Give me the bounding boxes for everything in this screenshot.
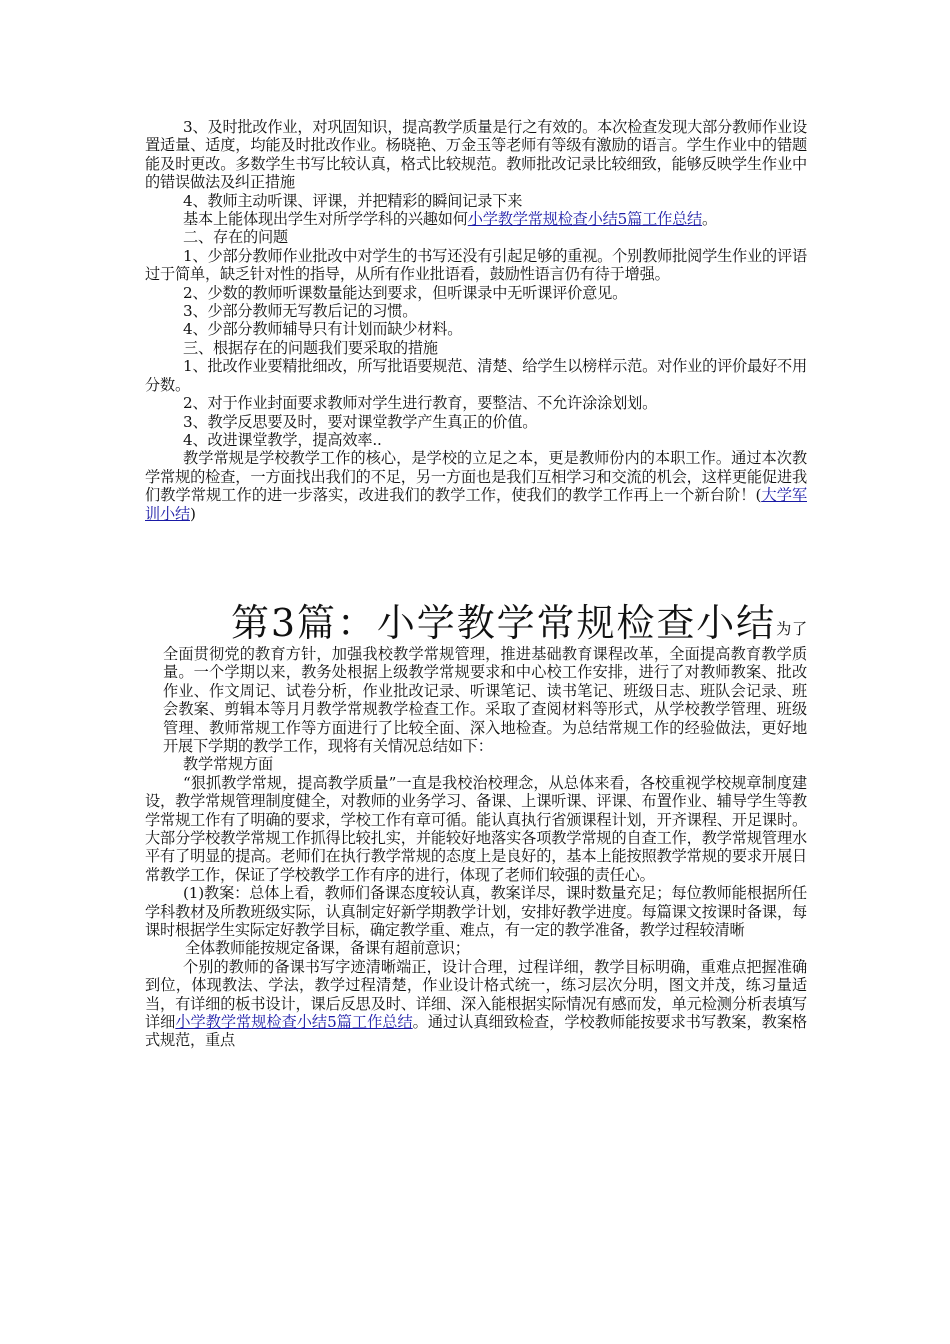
- interest-end: 。: [702, 210, 718, 229]
- paragraph-lesson-observation: 4、教师主动听课、评课，并把精彩的瞬间记录下来: [183, 191, 523, 210]
- measure-1: 1、批改作业要精批细改，所写批语要规范、清楚、给学生以榜样示范。对作业的评价最好不用分数。: [145, 357, 807, 394]
- paragraph-routine-overview: “狠抓教学常规，提高教学质量”一直是我校治校理念，从总体来看，各校重视学校规章制度建设，教学常规管理制度健全，对教师的业务学习、备课、上课听课、评课、布置作业、辅导学生等教学常规工作有了明确的要求，学校工作有章可循。能认真执行省颁课程计划，开齐课程、开足课时。大部分学校教学常规工作抓得比较扎实，并能较好地落实各项教学常规的自查工作，教学常规管理水平有了明显的提高。老师们在执行教学常规的态度上是良好的，基本上能按照教学常规的要求开展日常教学工作，保证了学校教学工作有序的进行，体现了老师们较强的责任心。: [145, 773, 807, 884]
- heading-measures: 三、根据存在的问题我们要采取的措施: [183, 338, 438, 357]
- paragraph-lesson-plans: (1)教案：总体上看，教师们备课态度较认真，教案详尽，课时数量充足；每位教师能根据所任学科教材及所教班级实际，认真制定好新学期教学计划，安排好教学进度。每篇课文按课时备课，每课时根据学生实际定好教学目标，确定教学重、难点，有一定的教学准备，教学过程较清晰: [145, 884, 807, 940]
- individual-text: 个别的教师的备课书写字迹清晰端正，设计合理，过程详细，教学目标明确，重难点把握准确到位，体现教法、学法，教学过程清楚，作业设计格式统一，练习层次分明，图文并茂，练习量适当，有详细的板书设计，课后反思及时、详细、深入能根据实际情况有感而发，单元检测分析表填写详细: [145, 957, 807, 1032]
- conclusion-end: ): [189, 504, 196, 523]
- paragraph-homework-correction: 3、及时批改作业，对巩固知识，提高教学质量是行之有效的。本次检查发现大部分教师作业设置适量、适度，均能及时批改作业。杨晓艳、万金玉等老师有等级有激励的语言。学生作业中的错题能及时更改。多数学生书写比较认真，格式比较规范。教师批改记录比较细致，能够反映学生作业中的错误做法及纠正措施: [145, 118, 807, 192]
- paragraph-advance-preparation: 全体教师能按规定备课，备课有超前意识；: [185, 939, 470, 958]
- summary-link[interactable]: 小学教学常规检查小结5篇工作总结: [467, 210, 703, 229]
- military-training-link[interactable]: 大学军训小结: [145, 486, 807, 523]
- problem-1: 1、少部分教师作业批改中对学生的书写还没有引起足够的重视。个别教师批阅学生作业的评语过于简单，缺乏针对性的指导，从所有作业批语看，鼓励性语言仍有待于增强。: [145, 246, 807, 284]
- subheading-teaching-routine: 教学常规方面: [183, 755, 273, 774]
- chapter-intro-text: 为了全面贯彻党的教育方针，加强我校教学常规管理，推进基础教育课程改革，全面提高教育教学质量。一个学期以来，教务处根据上级教学常规要求和中心校工作安排，进行了对教师教案、批改作业、作文周记、试卷分析，作业批改记录、听课笔记、读书笔记、班级日志、班队会记录、班会教案、剪辑本等月月教学常规教学检查工作。采取了查阅材料等形式，从学校教学管理、班级管理、教师常规工作等方面进行了比较全面、深入地检查。为总结常规工作的经验做法，更好地开展下学期的教学工作，现将有关情况总结如下：: [163, 619, 807, 755]
- chapter-title: 第3篇：小学教学常规检查小结: [231, 600, 777, 645]
- paragraph-individual-teachers: [145, 958, 807, 1050]
- problem-4: 4、少部分教师辅导只有计划而缺少材料。: [183, 320, 463, 339]
- paragraph-interest: [145, 210, 807, 228]
- chapter-3-intro: [145, 601, 807, 755]
- problem-3: 3、少部分教师无写教后记的习惯。: [183, 302, 418, 321]
- measure-2: 2、对于作业封面要求教师对学生进行教育，要整洁、不允许涂涂划划。: [183, 394, 658, 413]
- document-page: [145, 118, 807, 1050]
- measure-3: 3、教学反思要及时，要对课堂教学产生真正的价值。: [183, 412, 538, 431]
- heading-existing-problems: 二、存在的问题: [183, 228, 288, 247]
- section-gap: [145, 523, 807, 601]
- problem-2: 2、少数的教师听课数量能达到要求，但听课录中无听课评价意见。: [183, 283, 628, 302]
- measure-4: 4、改进课堂教学，提高效率..: [183, 430, 382, 449]
- conclusion-text: 教学常规是学校教学工作的核心，是学校的立足之本，更是教师份内的本职工作。通过本次教学常规的检查，一方面找出我们的不足，另一方面也是我们互相学习和交流的机会，这样更能促进我们教学常规工作的进一步落实，改进我们的教学工作，使我们的教学工作再上一个新台阶！(: [145, 449, 807, 505]
- summary-link-2[interactable]: 小学教学常规检查小结5篇工作总结: [175, 1013, 413, 1032]
- interest-text: 基本上能体现出学生对所学学科的兴趣如何: [183, 210, 468, 229]
- paragraph-conclusion: [145, 449, 807, 523]
- individual-end: 。通过认真细致检查，学校教师能按要求书写教案，教案格式规范，重点: [145, 1013, 807, 1050]
